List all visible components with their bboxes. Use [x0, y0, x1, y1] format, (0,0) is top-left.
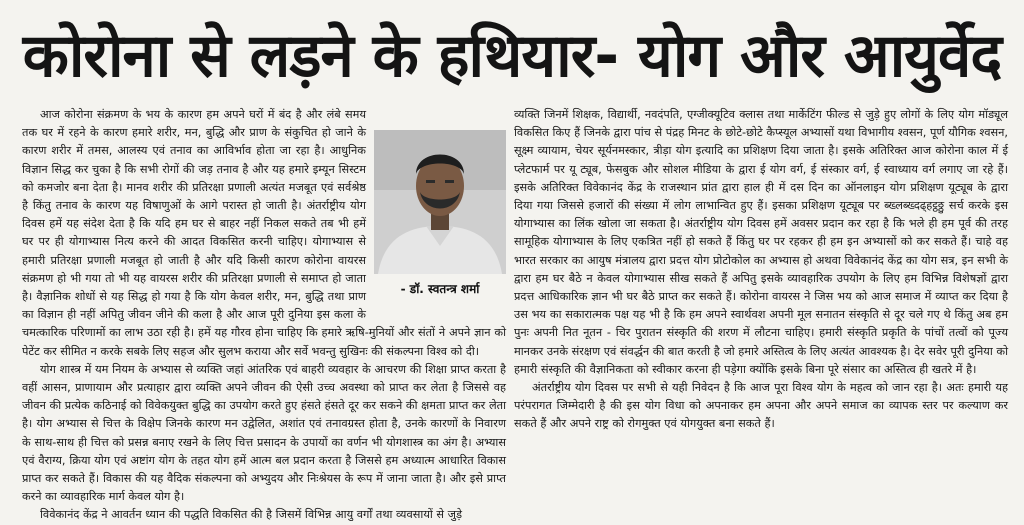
left-paragraph-3: विवेकानंद केंद्र ने आवर्तन ध्यान की पद्धति विकसित की है जिसमें विभिन्न आयु वर्गों तथा व्यवसायों से जुड़े [40, 508, 463, 522]
article-column-right [514, 106, 1008, 472]
left-paragraph-1: आज कोरोना संक्रमण के भय के कारण हम अपने घरों में बंद है और लंबे समय तक घर में रहने के कारण हमारे शरीर, मन, बुद्धि और प्राण के संकुचित हो जाने के कारण शरीर में तमस, आलस्य एवं तनाव का आविर्भाव होता जा रहा है। आधुनिक विज्ञान सिद्ध कर चुका है कि सभी रोगों की जड़ तनाव है और यह हमारे इम्यून सिस्टम को कमजोर बना देता है। मानव शरीर की प्रतिरक्षा प्रणाली अत्यंत मजबूत एवं सर्वश्रेष्ठ है किंतु तनाव के कारण यह विषाणुओं के आगे परास्त हो जाती है। अंतर्राष्ट्रीय योग दिवस हमें यह संदेश देता है कि यदि हम घर से बाहर नहीं निकल सकते तब भी हमें घर पर ही योगाभ्यास नित्य करने की आदत विकसित करनी चाहिए। योगाभ्यास से हमारी प्रतिरक्षा प्रणाली मजबूत हो जाती है और यदि किसी कारण कोरोना वायरस संक्रमण हो भी गया तो भी यह वायरस शरीर की प्रतिरक्षा प्रणाली से समाप्त हो जाता है। वैज्ञानिक शोधों से यह सिद्ध हो गया है कि योग केवल शरीर, मन, बुद्धि तथा प्राण का विज्ञान ही नहीं अपितु जीवन जीने की कला है और आज पूरी दुनिया इस कला के चमत्कारिक परिणामों का लाभ उठा रही है। हमें यह गौरव होना चाहिए कि हमारे ऋषि-मुनियों और संतों ने अपने ज्ञान को पेटेंट कर सीमित न करके सबके लिए सहज और सुलभ कराया और सर्वे भवन्तु सुखिनः की संकल्पना विश्व को दी। [22, 108, 506, 358]
right-paragraph-1: व्यक्ति जिनमें शिक्षक, विद्यार्थी, नवदंपति, एग्जीक्यूटिव क्लास तथा मार्केटिंग फील्ड से जुड़े हुए लोगों के लिए योग मॉड्यूल विकसित किए हैं जिनके द्वारा पांच से पंद्रह मिनट के छोटे-छोटे कैप्स्यूल अभ्यासों यथा विभागीय श्वसन, पूर्ण यौगिक श्वसन, सूक्ष्म व्यायाम, चेयर सूर्यनमस्कार, त्रीड़ा योग इत्यादि का प्रशिक्षण दिया जाता है। इसके अतिरिक्त आज कोरोना काल में ई प्लेटफार्म पर यू ट्यूब, फेसबुक और सोशल मीडिया के द्वारा ई योग वर्ग, ई संस्कार वर्ग, ई स्वाध्याय वर्ग लगाए जा रहे हैं। इसके अतिरिक्त विवेकानंद केंद्र के राजस्थान प्रांत द्वारा हाल ही में दस दिन का ऑनलाइन योग प्रशिक्षण यूट्यूब के द्वारा दिया गया जिससे हजारों की संख्या में लोग लाभान्वित हुए हैं। इसका प्रशिक्षण यूट्यूब पर ब्ख्लब्ख्दढ्हट्ठठ्ठु सर्च करके इस योगाभ्यास का लिंक खोला जा सकता है। अंतर्राष्ट्रीय योग दिवस हमें अवसर प्रदान कर रहा है कि भले ही हम पूर्व की तरह सामूहिक योगाभ्यास के लिए एकत्रित नहीं हो सकते हैं किंतु घर पर रहकर ही हम इन अभ्यासों को कर सकते हैं। चाहे वह भारत सरकार का आयुष मंत्रालय द्वारा प्रदत्त योग प्रोटोकोल का अभ्यास हो अथवा विवेकानंद केंद्र का योग सत्र, इन सभी के द्वारा हम घर बैठे न केवल योगाभ्यास सीख सकते हैं अपितु इसके व्यावहारिक उपयोग के लिए हम विभिन्न विशेषज्ञों द्वारा प्रदत्त आधिकारिक ज्ञान भी घर बैठे प्राप्त कर सकते हैं। कोरोना वायरस ने जिस भय को आज समाज में व्याप्त कर दिया है उस भय का सकारात्मक पक्ष यह भी है कि हम अपने स्वार्थवश अपनी मूल सनातन संस्कृति से दूर चले गए थे किंतु अब हम पुनः अपनी नित नूतन - चिर पुरातन संस्कृति की शरण में लौटना चाहिए। हमारी संस्कृति प्रकृति के पांचों तत्वों को पूज्य मानकर उनके संरक्षण एवं संवर्द्धन की बात करती है जो हमारे अस्तित्व के लिए अत्यंत आवश्यक है। देर सवेर पूरी दुनिया को हमारी संस्कृति की वैज्ञानिकता को स्वीकार करना ही पड़ेगा क्योंकि इसके बिना पूरे संसार का अस्तित्व ही खतरे में है। [514, 108, 1008, 376]
author-byline: - डॉ. स्वतन्त्र शर्मा [400, 281, 480, 296]
author-photo [374, 130, 506, 274]
article-headline: कोरोना से लड़ने के हथियार- योग और आयुर्वेद [22, 21, 1002, 91]
author-portrait-image [374, 130, 506, 274]
right-paragraph-2: अंतर्राष्ट्रीय योग दिवस पर सभी से यही निवेदन है कि आज पूरा विश्व योग के महत्व को जान रहा है। अतः हमारी यह परंपरागत जिम्मेदारी है की इस योग विधा को अपनाकर हम अपना और अपने समाज का व्यापक स्तर पर कल्याण कर सकते हैं और अपने राष्ट्र को रोगमुक्त एवं योगयुक्त बना सकते हैं। [514, 381, 1008, 431]
left-paragraph-2: योग शास्त्र में यम नियम के अभ्यास से व्यक्ति जहां आंतरिक एवं बाहरी व्यवहार के आचरण की शिक्षा प्राप्त करता है वहीं आसन, प्राणायाम और प्रत्याहार द्वारा व्यक्ति अपने जीवन की ऐसी उच्च अवस्था को प्राप्त कर लेता है जिससे वह जीवन की प्रत्येक कठिनाई को विवेकयुक्त बुद्धि का उपयोग करते हुए हंसते हंसते दूर कर सकने की क्षमता प्राप्त कर लेता है। योग अभ्यास से चित्त के विक्षेप जिनके कारण मन उद्वेलित, अशांत एवं तनावग्रस्त होता है, उनके कारणों के निवारण के साथ-साथ ही चित्त को प्रसन्न बनाए रखने के लिए चित्त प्रसादन के उपायों का वर्णन भी योगशास्त्र का अंग है। अभ्यास एवं वैराग्य, क्रिया योग एवं अष्टांग योग के तहत योग हमें आत्म बल प्रदान करता है जिससे हम अध्यात्म आधारित विकास प्राप्त कर सकते हैं। विकास की यह वैदिक संकल्पना को अभ्युदय और निःश्रेयस के रूप में जाना जाता है। और इसे प्राप्त करने का व्यावहारिक मार्ग केवल योग है। [22, 362, 506, 504]
article-column-left [22, 106, 506, 522]
author-photo-box [374, 130, 506, 308]
